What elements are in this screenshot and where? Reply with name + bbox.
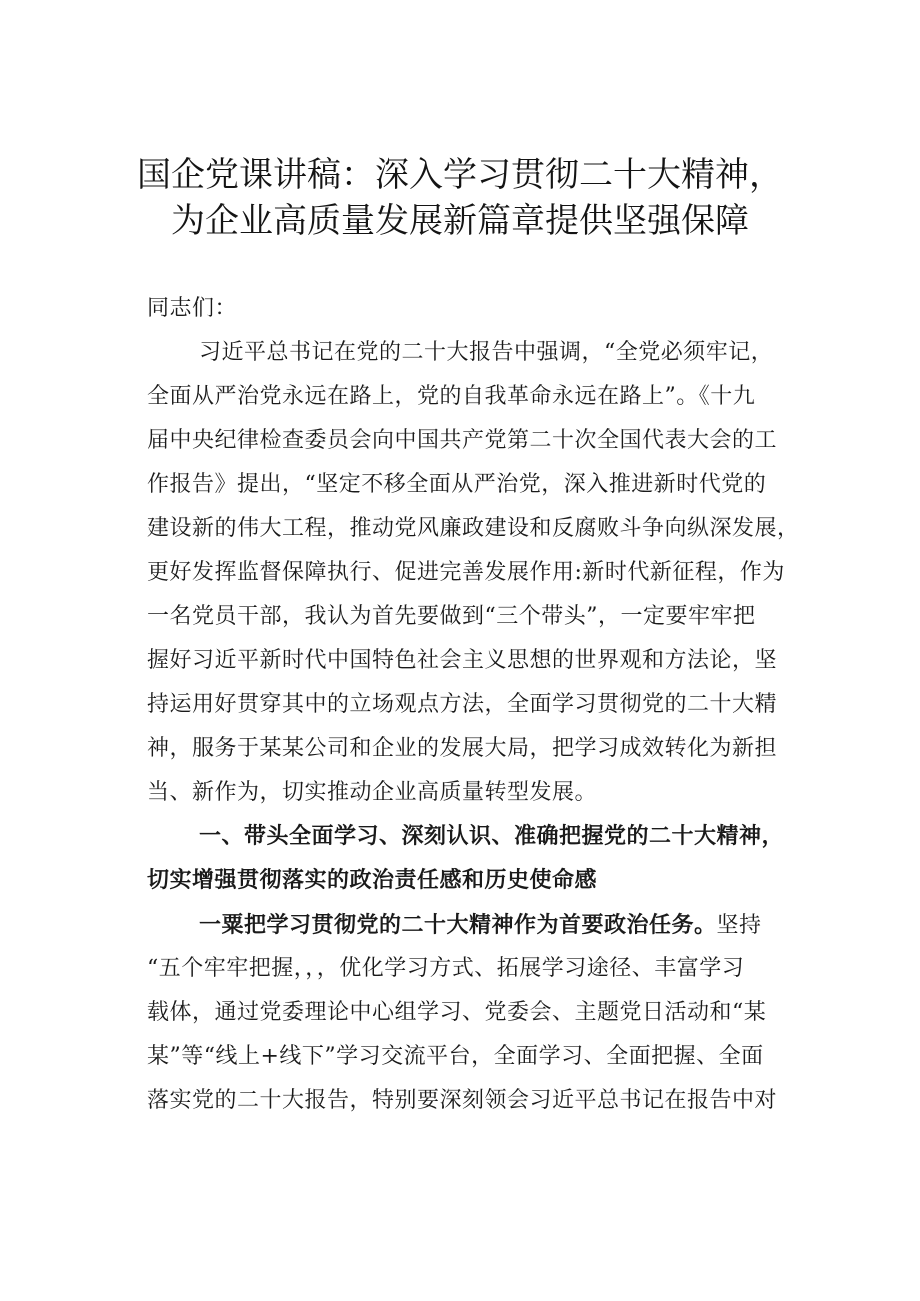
paragraph-2-bold-lead: 一粟把学习贯彻党的二十大精神作为首要政治任务。: [199, 912, 717, 938]
paragraph-2-line: 载体，通过党委理论中心组学习、党委会、主题党日活动和“某: [147, 1000, 767, 1025]
paragraph-1-line: 神，服务于某某公司和企业的发展大局，把学习成效转化为新担: [147, 736, 778, 761]
paragraph-1-line: 握好习近平新时代中国特色社会主义思想的世界观和方法论，坚: [147, 648, 778, 673]
paragraph-1-line: 作报告》提出，“坚定不移全面从严治党，深入推进新时代党的: [147, 472, 767, 497]
paragraph-1-line: 持运用好贯穿其中的立场观点方法，全面学习贯彻党的二十大精: [147, 692, 778, 717]
section-1-heading-line-2: 切实增强贯彻落实的政治责任感和历史使命感: [147, 868, 598, 893]
document-title-line-2: 为企业高质量发展新篇章提供坚强保障: [171, 201, 749, 241]
paragraph-1-line: 当、新作为，切实推动企业高质量转型发展。: [147, 780, 598, 805]
paragraph-2-line: “五个牢牢把握，，，优化学习方式、拓展学习途径、丰富学习: [147, 956, 745, 981]
paragraph-1-line: 习近平总书记在党的二十大报告中强调，“全党必须牢记，: [199, 340, 774, 365]
paragraph-1-line: 一名党员干部，我认为首先要做到“三个带头”，一定要牢牢把: [147, 604, 756, 629]
paragraph-2-first-line: [199, 910, 807, 941]
paragraph-1-line: 更好发挥监督保障执行、促进完善发展作用:新时代新征程，作为: [147, 560, 785, 585]
greeting: 同志们：: [147, 296, 238, 321]
paragraph-1-line: 全面从严治党永远在路上，党的自我革命永远在路上”。《十九: [147, 384, 756, 409]
document-title-line-1: 国企党课讲稿：深入学习贯彻二十大精神，: [137, 155, 783, 195]
paragraph-1-line: 届中央纪律检查委员会向中国共产党第二十次全国代表大会的工: [147, 428, 778, 453]
paragraph-2-line: 落实党的二十大报告，特别要深刻领会习近平总书记在报告中对: [147, 1088, 778, 1113]
paragraph-1-line: 建设新的伟大工程，推动党风廉政建设和反腐败斗争向纵深发展，: [147, 516, 800, 541]
paragraph-2-line: 某”等“线上+线下”学习交流平台，全面学习、全面把握、全面: [147, 1044, 764, 1069]
paragraph-2-first-rest: 坚持: [716, 913, 762, 938]
section-1-heading-line-1: 一、带头全面学习、深刻认识、准确把握党的二十大精神，: [199, 824, 785, 849]
